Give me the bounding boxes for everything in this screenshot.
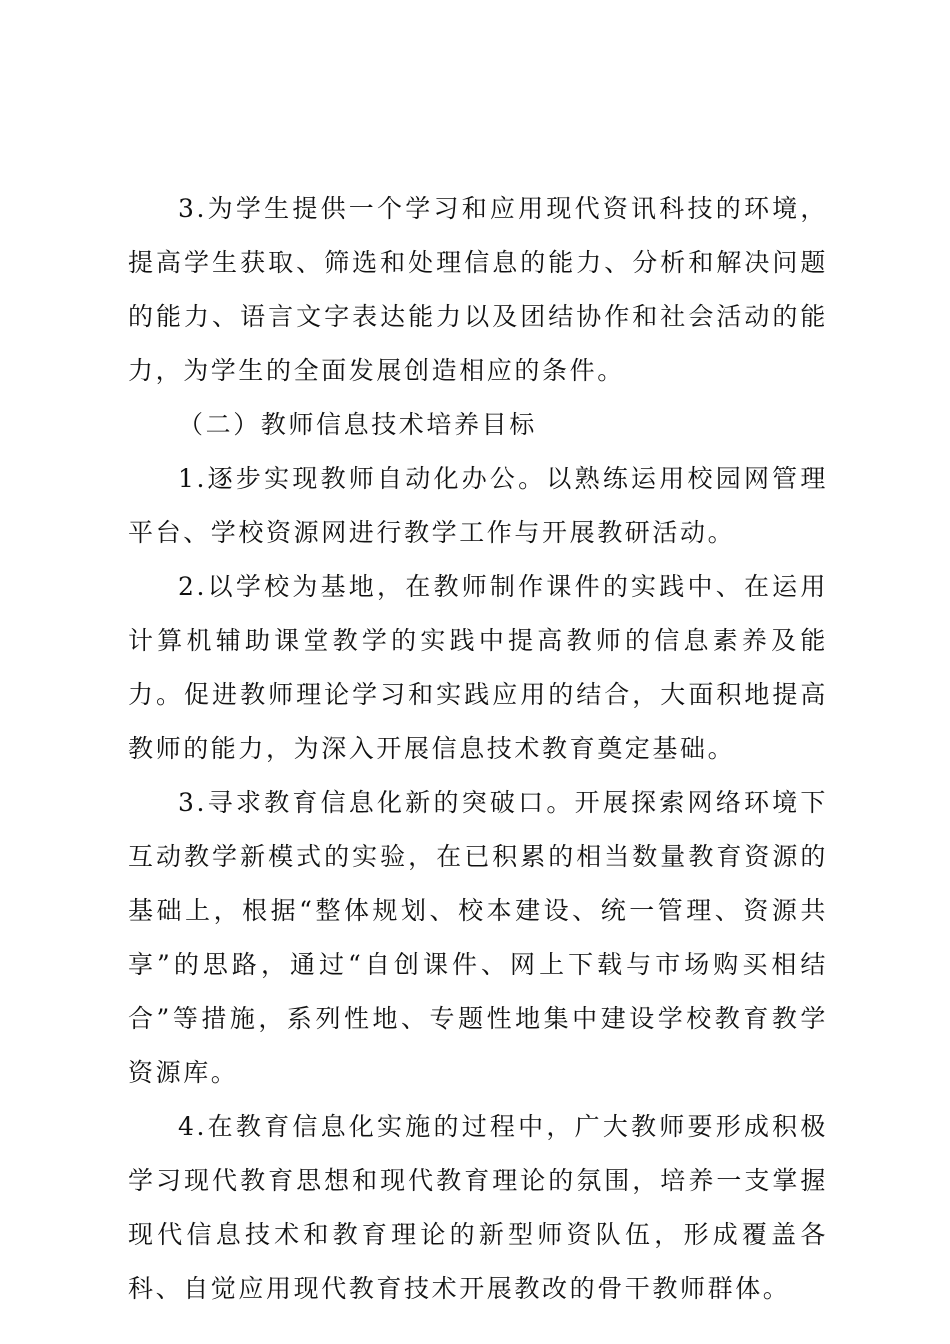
paragraph-teacher-goal-3: 3.寻求教育信息化新的突破口。开展探索网络环境下互动教学新模式的实验，在已积累的相当数量教育资源的基础上，根据“整体规划、校本建设、统一管理、资源共享”的思路，通过“自创课件、网上下载与市场购买相结合”等措施，系列性地、专题性地集中建设学校教育教学资源库。 — [128, 788, 828, 1087]
section-heading-teacher-goals: （二）教师信息技术培养目标 — [178, 410, 537, 439]
paragraph-student-goal-3: 3.为学生提供一个学习和应用现代资讯科技的环境，提高学生获取、筛选和处理信息的能力、分析和解决问题的能力、语言文字表达能力以及团结协作和社会活动的能力，为学生的全面发展创造相应的条件。 — [128, 194, 828, 385]
paragraph-teacher-goal-1: 1.逐步实现教师自动化办公。以熟练运用校园网管理平台、学校资源网进行教学工作与开展教研活动。 — [128, 464, 828, 547]
document-body — [128, 182, 828, 1316]
paragraph-teacher-goal-4: 4.在教育信息化实施的过程中，广大教师要形成积极学习现代教育思想和现代教育理论的氛围，培养一支掌握现代信息技术和教育理论的新型师资队伍，形成覆盖各科、自觉应用现代教育技术开展教改的骨干教师群体。 — [128, 1112, 828, 1303]
paragraph-teacher-goal-2: 2.以学校为基地，在教师制作课件的实践中、在运用计算机辅助课堂教学的实践中提高教师的信息素养及能力。促进教师理论学习和实践应用的结合，大面积地提高教师的能力，为深入开展信息技术教育奠定基础。 — [128, 572, 828, 763]
